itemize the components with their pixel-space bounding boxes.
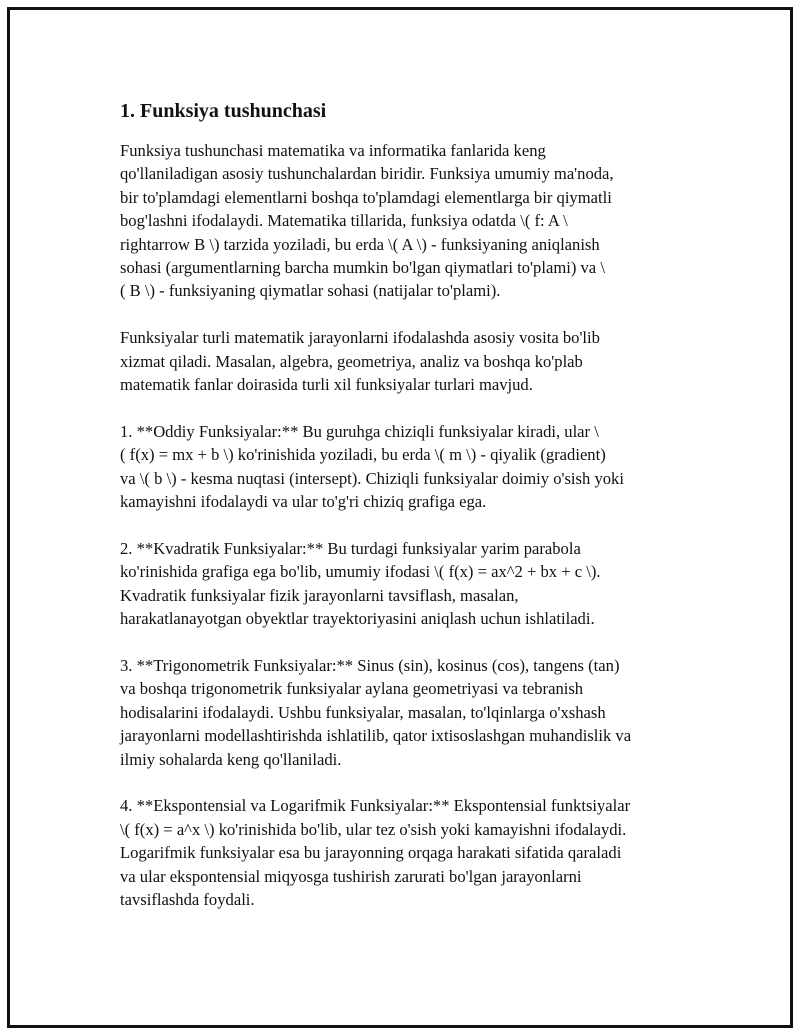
document-body (120, 98, 700, 935)
paragraph-list (120, 139, 700, 911)
text-line: va \( b \) - kesma nuqtasi (intersept). Chiziqli funksiyalar doimiy o'sish yoki (120, 468, 624, 488)
text-line: harakatlanayotgan obyektlar trayektoriyasini aniqlash uchun ishlatiladi. (120, 609, 595, 629)
text-line: ko'rinishida grafiga ega bo'lib, umumiy ifodasi \( f(x) = ax^2 + bx + c \). (120, 562, 601, 582)
text-line: va boshqa trigonometrik funksiyalar aylana geometriyasi va tebranish (120, 679, 584, 699)
text-line: 4. **Ekspontensial va Logarifmik Funksiyalar:** Ekspontensial funktsiyalar (120, 796, 631, 816)
text-line: jarayonlarni modellashtirishda ishlatilib, qator ixtisoslashgan muhandislik va (120, 726, 632, 746)
text-line: Kvadratik funksiyalar fizik jarayonlarni tavsiflash, masalan, (120, 585, 519, 605)
text-line: ( f(x) = mx + b \) ko'rinishida yoziladi, bu erda \( m \) - qiyalik (gradient) (120, 445, 606, 465)
linear-functions-paragraph (120, 420, 700, 514)
text-line: ( B \) - funksiyaning qiymatlar sohasi (natijalar to'plami). (120, 281, 501, 301)
text-line: Funksiya tushunchasi matematika va informatika fanlarida keng (120, 141, 546, 160)
text-line: hodisalarini ifodalaydi. Ushbu funksiyalar, masalan, to'lqinlarga o'xshash (120, 702, 606, 722)
exponential-functions-paragraph (120, 794, 700, 911)
text-line: sohasi (argumentlarning barcha mumkin bo'lgan qiymatlari to'plami) va \ (120, 258, 605, 278)
text-line: xizmat qiladi. Masalan, algebra, geometriya, analiz va boshqa ko'plab (120, 351, 583, 371)
intro-paragraph (120, 139, 700, 303)
text-line: \( f(x) = a^x \) ko'rinishida bo'lib, ular tez o'sish yoki kamayishni ifodalaydi. (120, 819, 627, 839)
quadratic-functions-paragraph (120, 537, 700, 631)
text-line: va ular ekspontensial miqyosga tushirish zarurati bo'lgan jarayonlarni (120, 866, 582, 886)
text-line: qo'llaniladigan asosiy tushunchalardan biridir. Funksiya umumiy ma'noda, (120, 164, 614, 184)
text-line: ilmiy sohalarda keng qo'llaniladi. (120, 749, 342, 769)
usage-paragraph (120, 326, 700, 396)
text-line: bir to'plamdagi elementlarni boshqa to'plamdagi elementlarga bir qiymatli (120, 187, 612, 207)
text-line: tavsiflashda foydali. (120, 889, 255, 909)
text-line: bog'lashni ifodalaydi. Matematika tillarida, funksiya odatda \( f: A \ (120, 211, 568, 231)
text-line: matematik fanlar doirasida turli xil funksiyalar turlari mavjud. (120, 375, 533, 395)
text-line: Funksiyalar turli matematik jarayonlarni ifodalashda asosiy vosita bo'lib (120, 328, 600, 348)
trigonometric-functions-paragraph (120, 654, 700, 771)
text-line: 2. **Kvadratik Funksiyalar:** Bu turdagi funksiyalar yarim parabola (120, 538, 581, 558)
text-line: 1. **Oddiy Funksiyalar:** Bu guruhga chiziqli funksiyalar kiradi, ular \ (120, 421, 599, 441)
page-frame (7, 7, 793, 1028)
section-heading: 1. Funksiya tushunchasi (120, 100, 327, 122)
text-line: kamayishni ifodalaydi va ular to'g'ri chiziq grafiga ega. (120, 492, 487, 512)
text-line: Logarifmik funksiyalar esa bu jarayonning orqaga harakati sifatida qaraladi (120, 843, 622, 863)
text-line: rightarrow B \) tarzida yoziladi, bu erda \( A \) - funksiyaning aniqlanish (120, 234, 600, 254)
text-line: 3. **Trigonometrik Funksiyalar:** Sinus (sin), kosinus (cos), tangens (tan) (120, 655, 620, 675)
